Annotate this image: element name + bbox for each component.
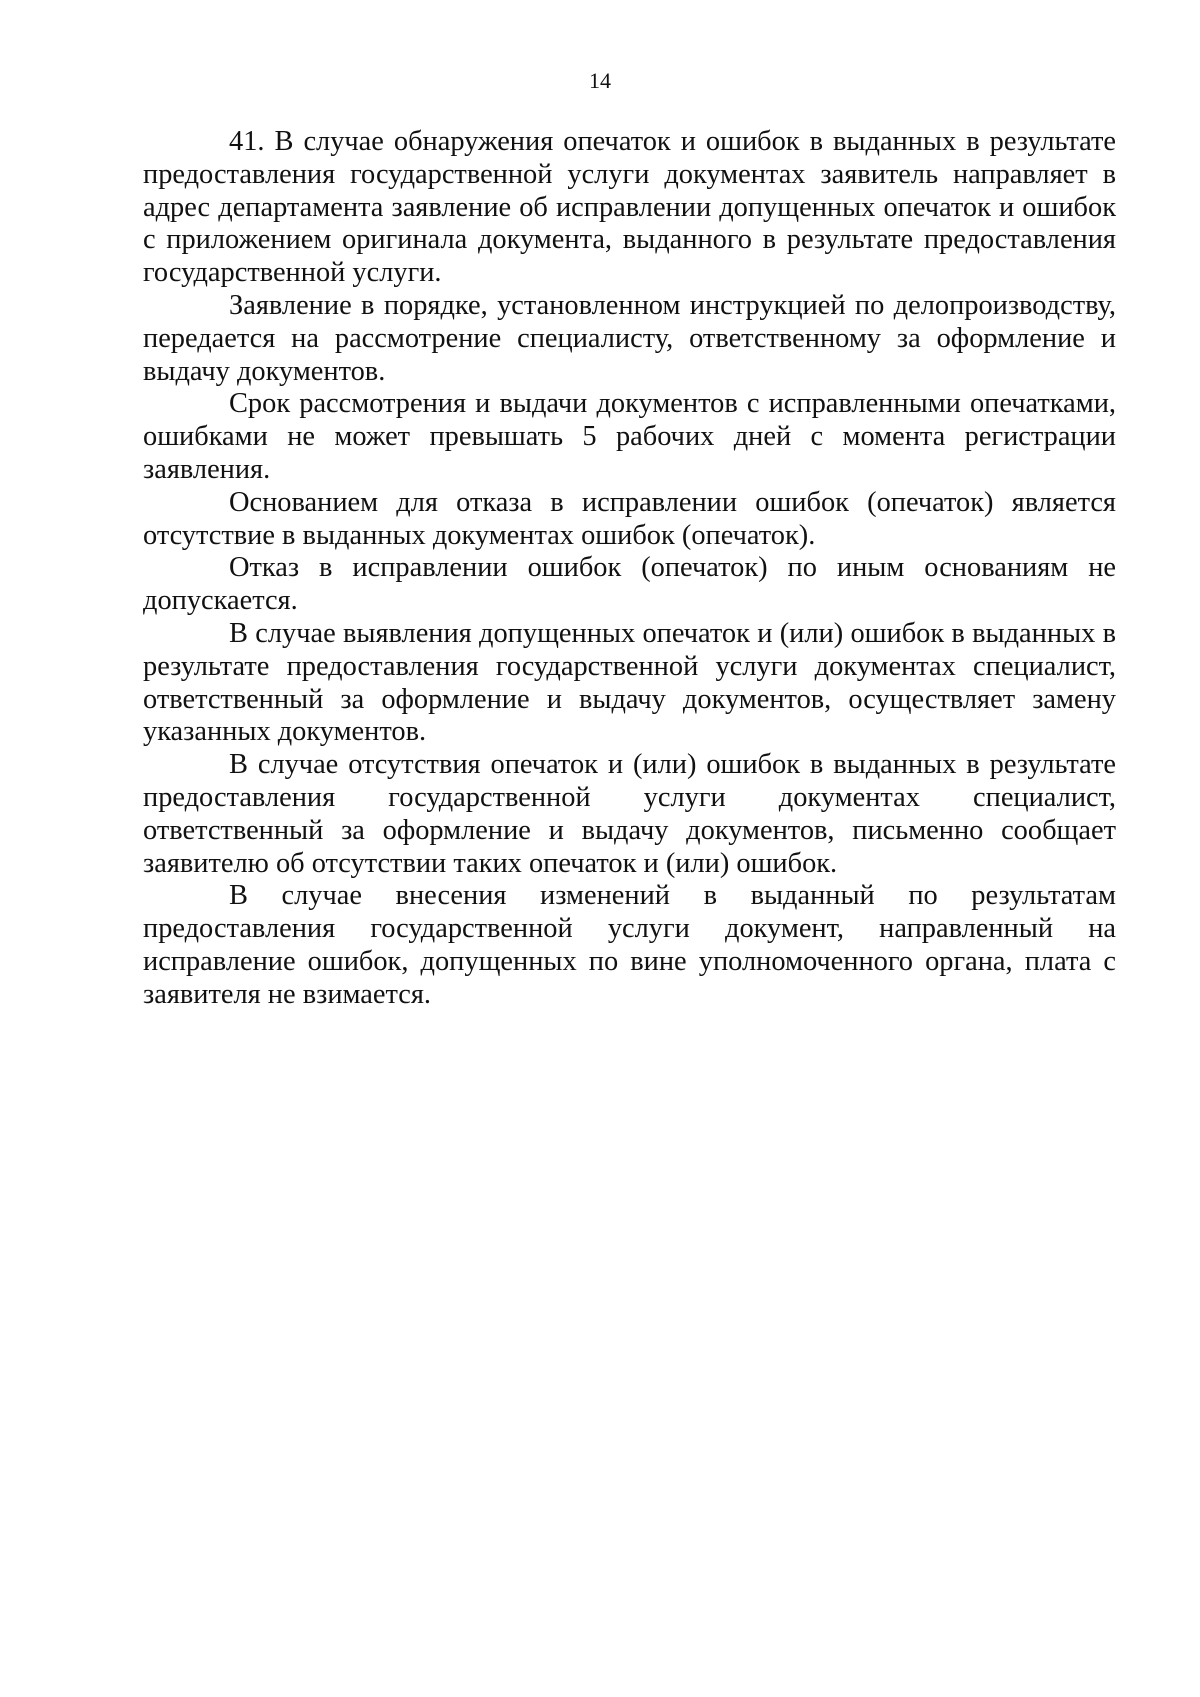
paragraph-refusal-basis: Основанием для отказа в исправлении ошибок (опечаток) является отсутствие в выданных документах ошибок (опечаток). — [143, 486, 1116, 551]
document-body — [143, 126, 1116, 1012]
paragraph-no-fee: В случае внесения изменений в выданный по результатам предоставления государственной услуги документ, направленный на исправление ошибок, допущенных по вине уполномоченного органа, плата с заявителя не взимается. — [143, 880, 1116, 1010]
paragraph-41: 41. В случае обнаружения опечаток и ошибок в выданных в результате предоставления государственной услуги документах заявитель направляет в адрес департамента заявление об исправлении допущенных опечаток и ошибок с приложением оригинала документа, выданного в результате предоставления государственной услуги. — [143, 126, 1116, 289]
page-number: 14 — [589, 68, 611, 93]
paragraph-no-errors-notice: В случае отсутствия опечаток и (или) ошибок в выданных в результате предоставления государственной услуги документах специалист, ответственный за оформление и выдачу документов, письменно сообщает заявителю об отсутствии таких опечаток и (или) ошибок. — [143, 749, 1116, 879]
paragraph-application-review: Заявление в порядке, установленном инструкцией по делопроизводству, передается на рассмотрение специалисту, ответственному за оформление и выдачу документов. — [143, 289, 1116, 387]
paragraph-refusal-other-grounds: Отказ в исправлении ошибок (опечаток) по иным основаниям не допускается. — [143, 552, 1116, 617]
paragraph-review-deadline: Срок рассмотрения и выдачи документов с исправленными опечатками, ошибками не может превышать 5 рабочих дней с момента регистрации заявления. — [143, 388, 1116, 485]
paragraph-document-replacement: В случае выявления допущенных опечаток и (или) ошибок в выданных в результате предоставления государственной услуги документах специалист, ответственный за оформление и выдачу документов, осуществляет замену указанных документов. — [143, 617, 1116, 748]
